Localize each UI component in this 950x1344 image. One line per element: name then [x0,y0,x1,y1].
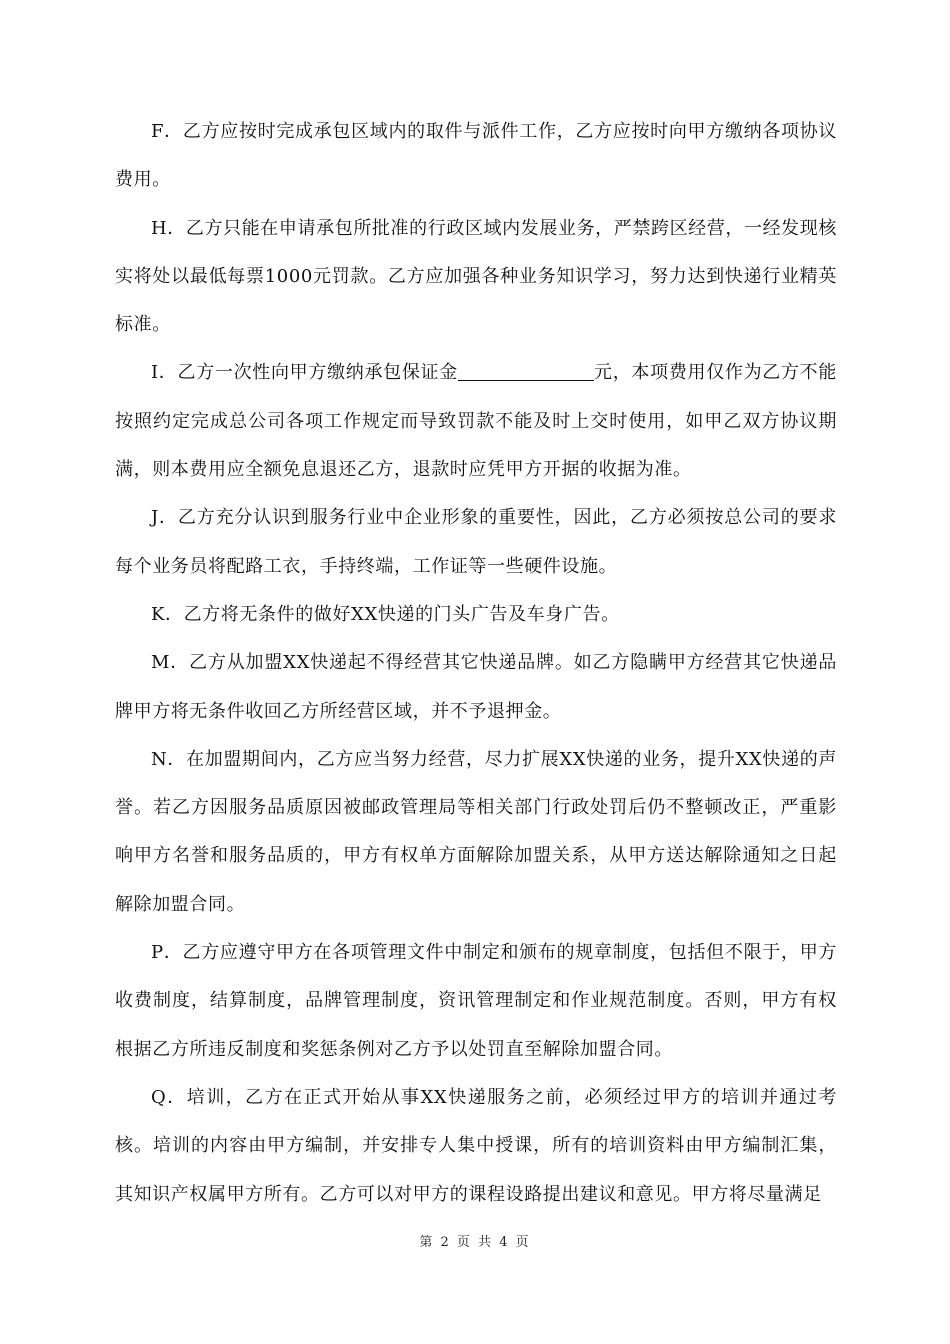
clause-m: M．乙方从加盟XX快递起不得经营其它快递品牌。如乙方隐瞒甲方经营其它快递品牌甲方将无条件收回乙方所经营区域，并不予退押金。 [115,652,837,722]
clause-j: J．乙方充分认识到服务行业中企业形象的重要性，因此，乙方必须按总公司的要求每个业务员将配路工衣，手持终端，工作证等一些硬件设施。 [115,507,837,577]
page-number-footer: 第 2 页 共 4 页 [419,1235,531,1250]
clause-i [115,349,837,494]
document-body [115,108,837,1219]
clause-q: Q．培训，乙方在正式开始从事XX快递服务之前，必须经过甲方的培训并通过考核。培训的内容由甲方编制，并安排专人集中授课，所有的培训资料由甲方编制汇集，其知识产权属甲方所有。乙方可以对甲方的课程设路提出建议和意见。甲方将尽量满足 [115,1086,837,1205]
clause-p: P．乙方应遵守甲方在各项管理文件中制定和颁布的规章制度，包括但不限于，甲方收费制度，结算制度，品牌管理制度，资讯管理制定和作业规范制度。否则，甲方有权根据乙方所违反制度和奖惩条例对乙方予以处罚直至解除加盟合同。 [115,942,837,1060]
clause-k: K．乙方将无条件的做好XX快递的门头广告及车身广告。 [151,603,620,625]
clause-h: H．乙方只能在申请承包所批准的行政区域内发展业务，严禁跨区经营，一经发现核实将处以最低每票1000元罚款。乙方应加强各种业务知识学习，努力达到快递行业精英标准。 [115,217,837,336]
clause-n: N．在加盟期间内，乙方应当努力经营，尽力扩展XX快递的业务，提升XX快递的声誉。若乙方因服务品质原因被邮政管理局等相关部门行政处罚后仍不整顿改正，严重影响甲方名誉和服务品质的，甲方有权单方面解除加盟关系，从甲方送达解除通知之日起解除加盟合同。 [115,748,837,915]
deposit-amount-blank [458,360,594,381]
clause-i-after-blank: 元，本项费用仅作为乙方不能按照约定完成总公司各项工作规定而导致罚款不能及时上交时使用，如甲乙双方协议期满，则本费用应全额免息退还乙方，退款时应凭甲方开据的收据为准。 [115,362,837,481]
clause-f: F．乙方应按时完成承包区域内的取件与派件工作，乙方应按时向甲方缴纳各项协议费用。 [115,121,837,191]
clause-i-before-blank: I．乙方一次性向甲方缴纳承包保证金 [151,362,458,384]
